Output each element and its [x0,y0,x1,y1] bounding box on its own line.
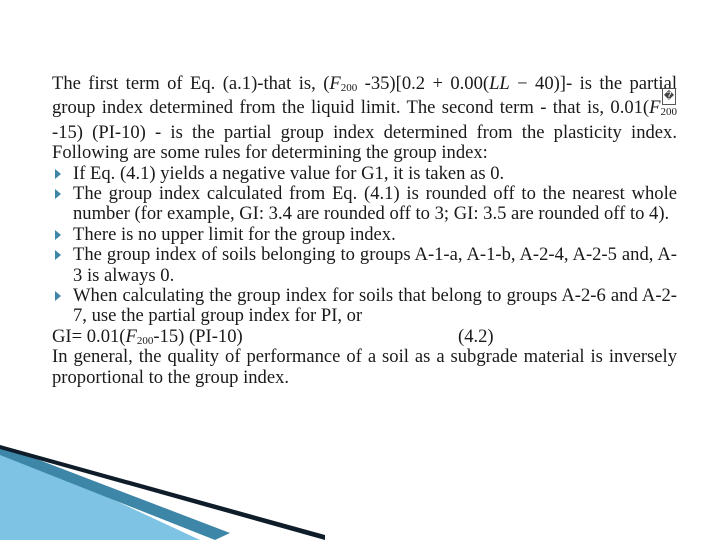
list-item [52,225,677,245]
corner-decoration [0,445,330,540]
list-item [52,164,677,184]
f-symbol-2: F [649,97,661,119]
f-subscript-2: 200 [660,106,677,119]
triangle-bullet-icon [55,169,61,179]
bullet-text: If Eq. (4.1) yields a negative value for G1, it is taken as 0. [73,162,505,184]
f-symbol: F [329,73,341,94]
triangle-bullet-icon [55,250,61,260]
intro-text-4: -15) (PI-10) - is the partial group index determined from the plasticity index. Following are some rules for determining the group index: [52,121,677,164]
bullet-text: When calculating the group index for soils that belong to groups A-2-6 and A-2-7, use the partial group index for PI, or [73,285,677,327]
list-item [52,184,677,225]
triangle-bullet-icon [55,189,61,199]
equation-number: (4.2) [458,325,494,347]
bullet-text: The group index calculated from Eq. (4.1) is rounded off to the nearest whole number (for example, GI: 3.4 are rounded off to 3; GI: 3.5 are rounded off to 4). [73,183,677,225]
list-item [52,245,677,286]
equation-left: GI= 0.01( [52,325,126,347]
equation-f-subscript: 200 [136,334,154,347]
missing-glyph-icon: � [662,88,676,105]
intro-text-2: -35)[0.2 + 0.00( [357,73,490,94]
equation-right: -15) (PI-10) [153,325,243,347]
bullet-text: The group index of soils belonging to groups A-1-a, A-1-b, A-2-4, A-2-5 and, A-3 is always 0. [73,244,677,286]
triangle-bullet-icon [55,291,61,301]
list-item [52,286,677,327]
slide-body [52,74,677,388]
bullet-text: There is no upper limit for the group index. [73,223,396,245]
equation-4-2 [52,327,677,347]
rules-list [52,164,677,327]
closing-paragraph: In general, the quality of performance of a soil as a subgrade material is inversely proportional to the group index. [52,346,677,388]
equation-f-symbol: F [125,325,137,347]
intro-paragraph [52,74,677,164]
ll-symbol: LL [489,73,510,94]
f-subscript: 200 [340,82,358,94]
intro-text-3: − 40)]- is the partial group index determined from the liquid limit. The second term - that is, 0.01( [52,73,677,119]
triangle-bullet-icon [55,230,61,240]
intro-text-1: The first term of Eq. (a.1)-that is, ( [52,73,330,94]
